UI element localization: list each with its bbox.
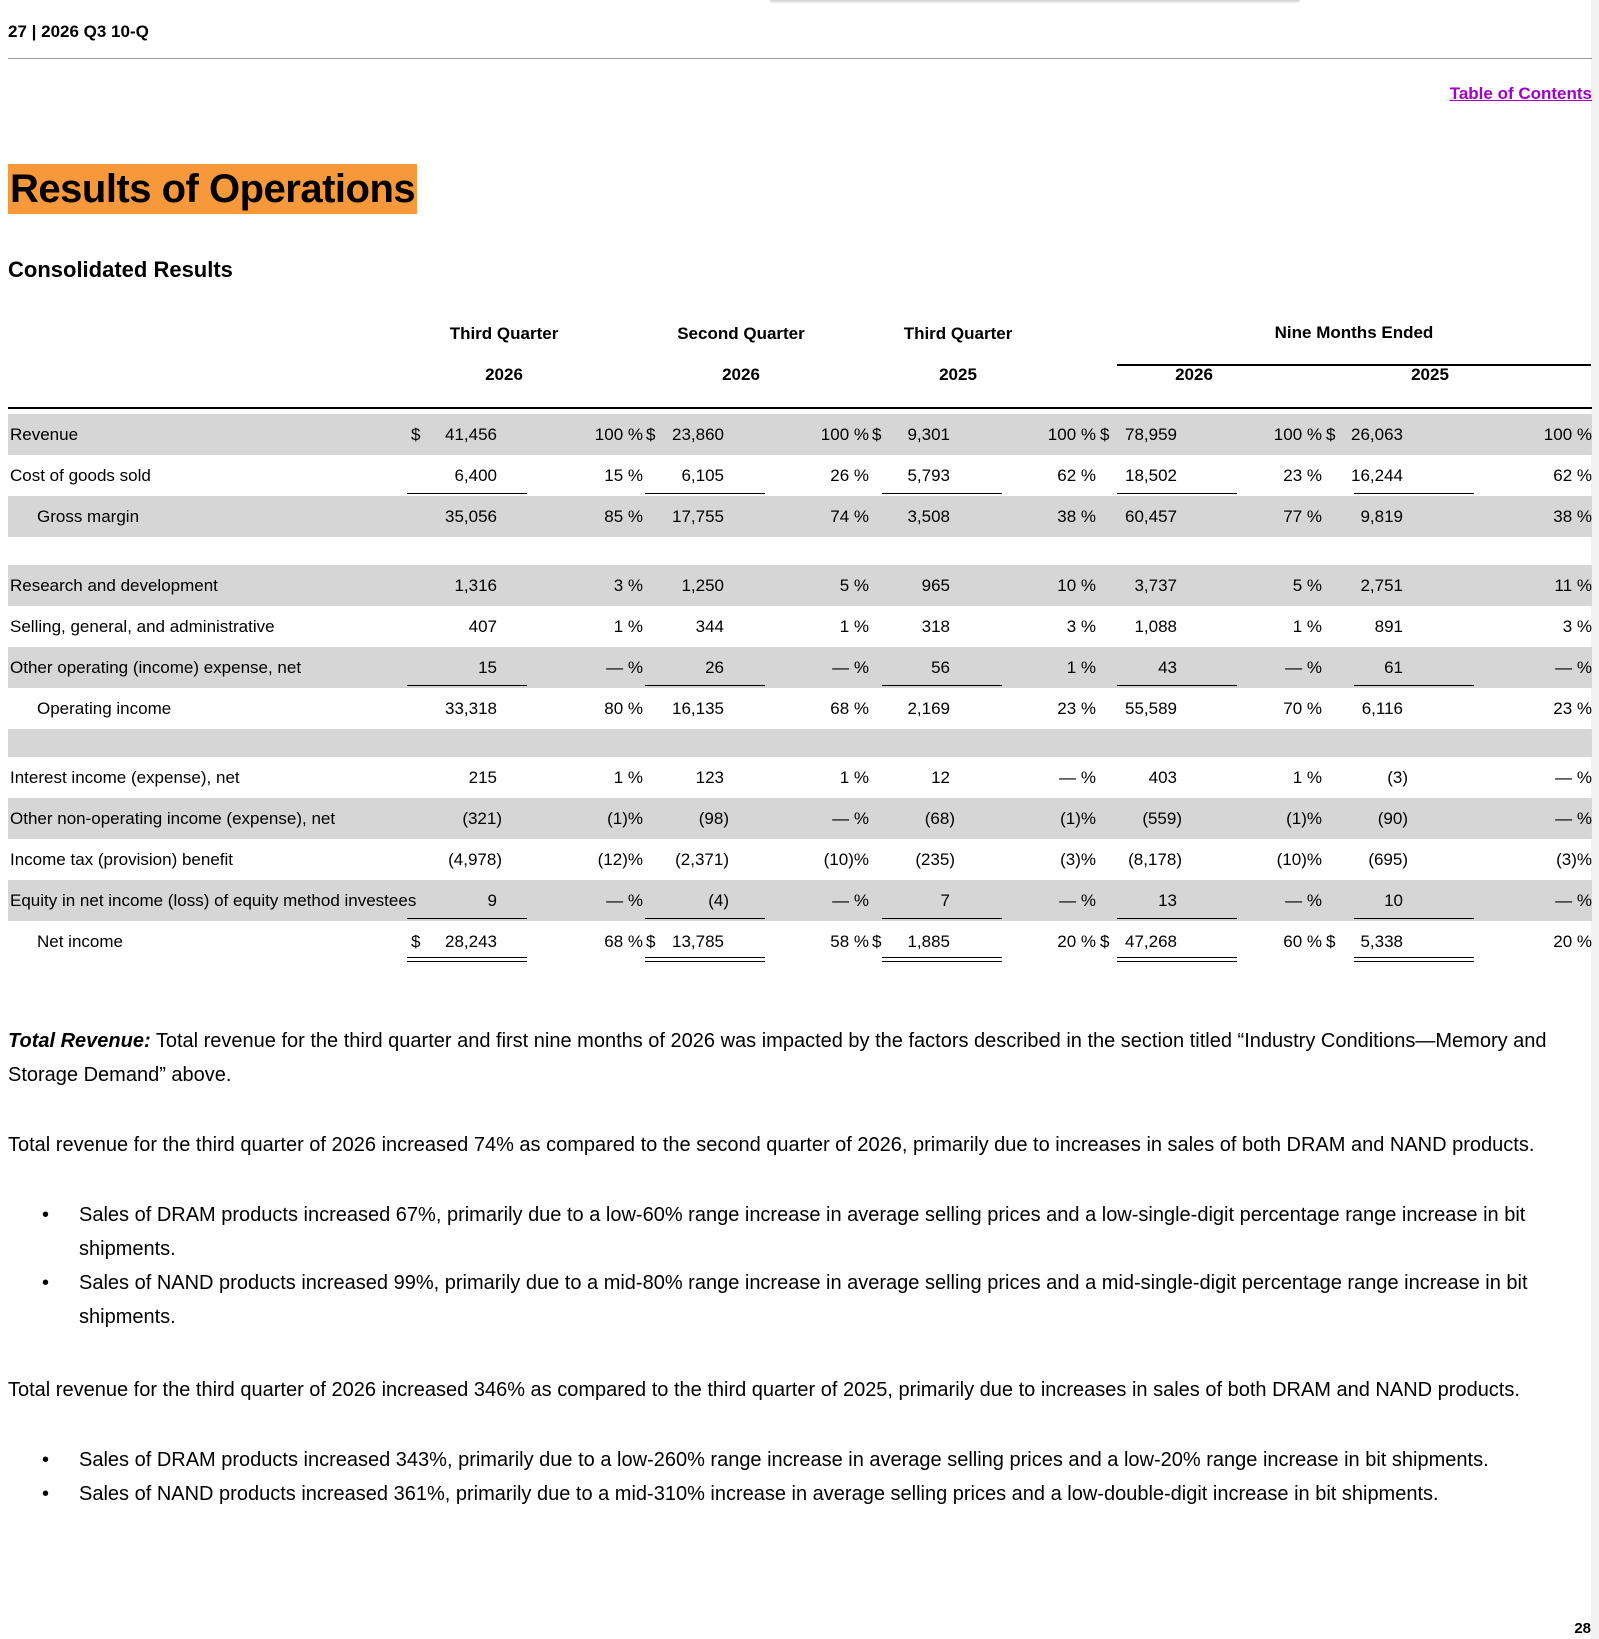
value-cell: 78,959 xyxy=(1125,425,1177,444)
value-cell: 9,301 xyxy=(907,425,950,444)
list-item xyxy=(8,1477,1548,1511)
bullet-icon: • xyxy=(42,1449,50,1471)
percent-cell: 60 % xyxy=(1283,932,1322,951)
percent-cell: 100 % xyxy=(594,425,643,444)
value-cell: 5,793 xyxy=(907,466,950,485)
page-header: 27 | 2026 Q3 10-Q xyxy=(8,22,149,41)
value-cell: 15 xyxy=(478,658,497,677)
percent-cell: 1 % xyxy=(613,617,643,636)
value-cell: (8,178) xyxy=(1128,850,1182,869)
percent-cell: (3)% xyxy=(1556,850,1592,869)
percent-cell: 1 % xyxy=(839,617,869,636)
subtotal-rule xyxy=(1354,685,1474,686)
percent-cell: 5 % xyxy=(1292,576,1322,595)
total-double-rule xyxy=(882,957,1002,962)
bullet-text: Sales of DRAM products increased 67%, primarily due to a low-60% range increase in average selling prices and a low-single-digit percentage range increase in bit shipments. xyxy=(79,1204,1526,1260)
value-cell: 55,589 xyxy=(1125,699,1177,718)
subtotal-rule xyxy=(1117,685,1237,686)
percent-cell: 26 % xyxy=(830,466,869,485)
percent-cell: — % xyxy=(832,891,869,910)
value-cell: 26,063 xyxy=(1351,425,1403,444)
percent-cell: — % xyxy=(1555,891,1592,910)
value-cell: 28,243 xyxy=(445,932,497,951)
value-cell: 2,751 xyxy=(1360,576,1403,595)
total-double-rule xyxy=(407,957,527,962)
value-cell: 26 xyxy=(705,658,724,677)
total-double-rule xyxy=(1354,957,1474,962)
value-cell: 60,457 xyxy=(1125,507,1177,526)
value-cell: (90) xyxy=(1377,809,1408,828)
dollar-sign: $ xyxy=(411,932,421,951)
value-cell: (98) xyxy=(698,809,729,828)
value-cell: 6,116 xyxy=(1361,699,1403,718)
value-cell: 13 xyxy=(1158,891,1177,910)
dollar-sign: $ xyxy=(1326,425,1336,444)
value-cell: 407 xyxy=(468,617,497,636)
q-over-q-bullets xyxy=(8,1198,1548,1334)
percent-cell: 62 % xyxy=(1057,466,1096,485)
table-row xyxy=(8,688,1592,729)
percent-cell: — % xyxy=(1555,658,1592,677)
col-group-header: Second Quarter xyxy=(677,324,805,343)
value-cell: (3) xyxy=(1387,768,1408,787)
subtotal-rule xyxy=(407,918,527,919)
spacer-row xyxy=(8,729,1592,757)
percent-cell: (12)% xyxy=(597,850,643,869)
dollar-sign: $ xyxy=(1326,932,1336,951)
table-row xyxy=(8,647,1592,688)
row-label: Equity in net income (loss) of equity method investees xyxy=(10,891,417,910)
row-label: Revenue xyxy=(10,425,79,444)
value-cell: 344 xyxy=(695,617,724,636)
value-cell: 3,508 xyxy=(907,507,950,526)
percent-cell: 100 % xyxy=(1047,425,1096,444)
subtotal-rule xyxy=(1117,918,1237,919)
percent-cell: — % xyxy=(1285,891,1322,910)
year-header: 2026 xyxy=(485,365,523,384)
value-cell: 17,755 xyxy=(672,507,724,526)
value-cell: 965 xyxy=(921,576,950,595)
list-item xyxy=(8,1198,1548,1266)
value-cell: 35,056 xyxy=(445,507,497,526)
row-label: Net income xyxy=(37,932,123,951)
value-cell: 6,400 xyxy=(454,466,497,485)
percent-cell: 100 % xyxy=(1543,425,1592,444)
q-over-q-paragraph: Total revenue for the third quarter of 2026 increased 74% as compared to the second quarter of 2026, primarily due to increases in sales of both DRAM and NAND products. xyxy=(8,1134,1535,1156)
value-cell: 56 xyxy=(931,658,950,677)
row-label: Selling, general, and administrative xyxy=(10,617,275,636)
percent-cell: — % xyxy=(832,809,869,828)
value-cell: 23,860 xyxy=(672,425,724,444)
subtotal-rule xyxy=(645,685,765,686)
table-row xyxy=(8,414,1592,455)
value-cell: 6,105 xyxy=(681,466,724,485)
bullet-icon: • xyxy=(42,1272,50,1294)
value-cell: 403 xyxy=(1148,768,1177,787)
value-cell: 16,135 xyxy=(672,699,724,718)
section-title: Results of Operations xyxy=(8,164,417,214)
subtotal-rule xyxy=(882,493,1002,494)
value-cell: 61 xyxy=(1384,658,1403,677)
value-cell: 12 xyxy=(931,768,950,787)
value-cell: 215 xyxy=(468,768,497,787)
scrollbar[interactable] xyxy=(1591,0,1599,1639)
percent-cell: 62 % xyxy=(1553,466,1592,485)
percent-cell: 23 % xyxy=(1057,699,1096,718)
percent-cell: 68 % xyxy=(604,932,643,951)
subtotal-rule xyxy=(407,685,527,686)
value-cell: 2,169 xyxy=(907,699,950,718)
percent-cell: 3 % xyxy=(1562,617,1592,636)
year-header: 2025 xyxy=(939,365,977,384)
table-row xyxy=(8,921,1592,962)
dollar-sign: $ xyxy=(646,425,656,444)
dollar-sign: $ xyxy=(1100,425,1110,444)
percent-cell: 1 % xyxy=(839,768,869,787)
percent-cell: 38 % xyxy=(1553,507,1592,526)
row-label: Research and development xyxy=(10,576,218,595)
value-cell: 43 xyxy=(1158,658,1177,677)
percent-cell: 1 % xyxy=(613,768,643,787)
percent-cell: 58 % xyxy=(830,932,869,951)
value-cell: 18,502 xyxy=(1125,466,1177,485)
col-group-header: Third Quarter xyxy=(449,324,559,343)
table-body xyxy=(8,414,1592,962)
bullet-icon: • xyxy=(42,1483,50,1505)
dollar-sign: $ xyxy=(1100,932,1110,951)
percent-cell: 100 % xyxy=(1273,425,1322,444)
value-cell: (695) xyxy=(1368,850,1408,869)
value-cell: (2,371) xyxy=(675,850,729,869)
value-cell: 7 xyxy=(940,891,950,910)
bullet-text: Sales of NAND products increased 361%, primarily due to a mid-310% increase in average selling prices and a low-double-digit increase in bit shipments. xyxy=(79,1483,1439,1505)
list-item xyxy=(8,1266,1548,1334)
value-cell: 1,316 xyxy=(454,576,497,595)
total-revenue-paragraph xyxy=(8,1024,1548,1092)
value-cell: (235) xyxy=(915,850,955,869)
percent-cell: — % xyxy=(1059,891,1096,910)
percent-cell: 10 % xyxy=(1057,576,1096,595)
percent-cell: — % xyxy=(606,658,643,677)
value-cell: 13,785 xyxy=(672,932,724,951)
table-row xyxy=(8,496,1592,537)
table-row xyxy=(8,565,1592,606)
percent-cell: 74 % xyxy=(830,507,869,526)
percent-cell: 80 % xyxy=(604,699,643,718)
value-cell: 5,338 xyxy=(1360,932,1403,951)
value-cell: (559) xyxy=(1142,809,1182,828)
bullet-text: Sales of DRAM products increased 343%, primarily due to a low-260% range increase in average selling prices and a low-20% range increase in bit shipments. xyxy=(79,1449,1489,1471)
y-over-y-bullets xyxy=(8,1443,1548,1511)
lead-bold: Total Revenue: xyxy=(8,1030,151,1052)
value-cell: 9,819 xyxy=(1360,507,1403,526)
table-row xyxy=(8,880,1592,921)
subtotal-rule xyxy=(1354,918,1474,919)
top-shadow xyxy=(770,0,1300,4)
percent-cell: (1)% xyxy=(1286,809,1322,828)
value-cell: 318 xyxy=(921,617,950,636)
row-label: Interest income (expense), net xyxy=(10,768,240,787)
value-cell: 47,268 xyxy=(1125,932,1177,951)
percent-cell: — % xyxy=(606,891,643,910)
year-header: 2025 xyxy=(1411,365,1449,384)
table-row xyxy=(8,757,1592,798)
value-cell: 41,456 xyxy=(445,425,497,444)
col-group-header: Third Quarter xyxy=(903,324,1013,343)
value-cell: 1,885 xyxy=(907,932,950,951)
percent-cell: 1 % xyxy=(1292,768,1322,787)
value-cell: 1,088 xyxy=(1134,617,1177,636)
subtotal-rule xyxy=(882,918,1002,919)
percent-cell: 1 % xyxy=(1292,617,1322,636)
value-cell: 16,244 xyxy=(1351,466,1403,485)
year-header: 2026 xyxy=(1175,365,1213,384)
row-label: Other operating (income) expense, net xyxy=(10,658,302,677)
percent-cell: 1 % xyxy=(1066,658,1096,677)
subtotal-rule xyxy=(1117,493,1237,494)
percent-cell: 3 % xyxy=(613,576,643,595)
value-cell: 123 xyxy=(695,768,724,787)
value-cell: 891 xyxy=(1374,617,1403,636)
table-row xyxy=(8,839,1592,880)
percent-cell: — % xyxy=(1555,809,1592,828)
y-over-y-paragraph: Total revenue for the third quarter of 2026 increased 346% as compared to the third quarter of 2025, primarily due to increases in sales of both DRAM and NAND products. xyxy=(8,1379,1520,1401)
percent-cell: 70 % xyxy=(1283,699,1322,718)
subtotal-rule xyxy=(645,918,765,919)
value-cell: (321) xyxy=(462,809,502,828)
col-group-header: Nine Months Ended xyxy=(1274,323,1434,342)
percent-cell: 100 % xyxy=(820,425,869,444)
value-cell: (68) xyxy=(924,809,955,828)
percent-cell: — % xyxy=(1285,658,1322,677)
table-row xyxy=(8,455,1592,496)
table-of-contents-link[interactable]: Table of Contents xyxy=(1449,84,1592,103)
value-cell: 3,737 xyxy=(1134,576,1177,595)
percent-cell: 11 % xyxy=(1554,576,1592,595)
percent-cell: 38 % xyxy=(1057,507,1096,526)
spacer-row xyxy=(8,537,1592,565)
table-row xyxy=(8,606,1592,647)
percent-cell: (10)% xyxy=(1276,850,1322,869)
list-item xyxy=(8,1443,1548,1477)
percent-cell: 20 % xyxy=(1057,932,1096,951)
total-double-rule xyxy=(645,957,765,962)
dollar-sign: $ xyxy=(872,932,882,951)
value-cell: 10 xyxy=(1384,891,1403,910)
value-cell: (4) xyxy=(708,891,729,910)
year-header: 2026 xyxy=(722,365,760,384)
percent-cell: 77 % xyxy=(1283,507,1322,526)
subtotal-rule xyxy=(407,493,527,494)
percent-cell: (10)% xyxy=(823,850,869,869)
percent-cell: — % xyxy=(832,658,869,677)
page-number: 28 xyxy=(1574,1620,1591,1637)
subsection-title: Consolidated Results xyxy=(8,257,233,282)
row-label: Gross margin xyxy=(37,507,140,526)
percent-cell: — % xyxy=(1059,768,1096,787)
lead-text: Total revenue for the third quarter and first nine months of 2026 was impacted by the factors described in the section titled “Industry Conditions—Memory and Storage Demand” above. xyxy=(8,1030,1547,1086)
value-cell: 9 xyxy=(487,891,497,910)
percent-cell: 3 % xyxy=(1066,617,1096,636)
header-bottom-rule xyxy=(8,407,1592,409)
bullet-text: Sales of NAND products increased 99%, primarily due to a mid-80% range increase in average selling prices and a mid-single-digit percentage range increase in bit shipments. xyxy=(79,1272,1528,1328)
row-label: Other non-operating income (expense), net xyxy=(10,809,336,828)
value-cell: 33,318 xyxy=(445,699,497,718)
percent-cell: 20 % xyxy=(1553,932,1592,951)
percent-cell: 23 % xyxy=(1553,699,1592,718)
percent-cell: (3)% xyxy=(1060,850,1096,869)
percent-cell: 68 % xyxy=(830,699,869,718)
table-row xyxy=(8,798,1592,839)
header-divider xyxy=(8,58,1592,59)
row-label: Operating income xyxy=(37,699,172,718)
percent-cell: 23 % xyxy=(1283,466,1322,485)
percent-cell: (1)% xyxy=(607,809,643,828)
value-cell: (4,978) xyxy=(448,850,502,869)
percent-cell: — % xyxy=(1555,768,1592,787)
percent-cell: 15 % xyxy=(604,466,643,485)
row-label: Cost of goods sold xyxy=(10,466,151,485)
dollar-sign: $ xyxy=(411,425,421,444)
dollar-sign: $ xyxy=(872,425,882,444)
subtotal-rule xyxy=(645,493,765,494)
value-cell: 1,250 xyxy=(681,576,724,595)
percent-cell: 5 % xyxy=(839,576,869,595)
dollar-sign: $ xyxy=(646,932,656,951)
bullet-icon: • xyxy=(42,1204,50,1226)
percent-cell: (1)% xyxy=(1060,809,1096,828)
total-double-rule xyxy=(1117,957,1237,962)
row-label: Income tax (provision) benefit xyxy=(10,850,233,869)
percent-cell: 85 % xyxy=(604,507,643,526)
subtotal-rule xyxy=(882,685,1002,686)
subtotal-rule xyxy=(1354,493,1474,494)
